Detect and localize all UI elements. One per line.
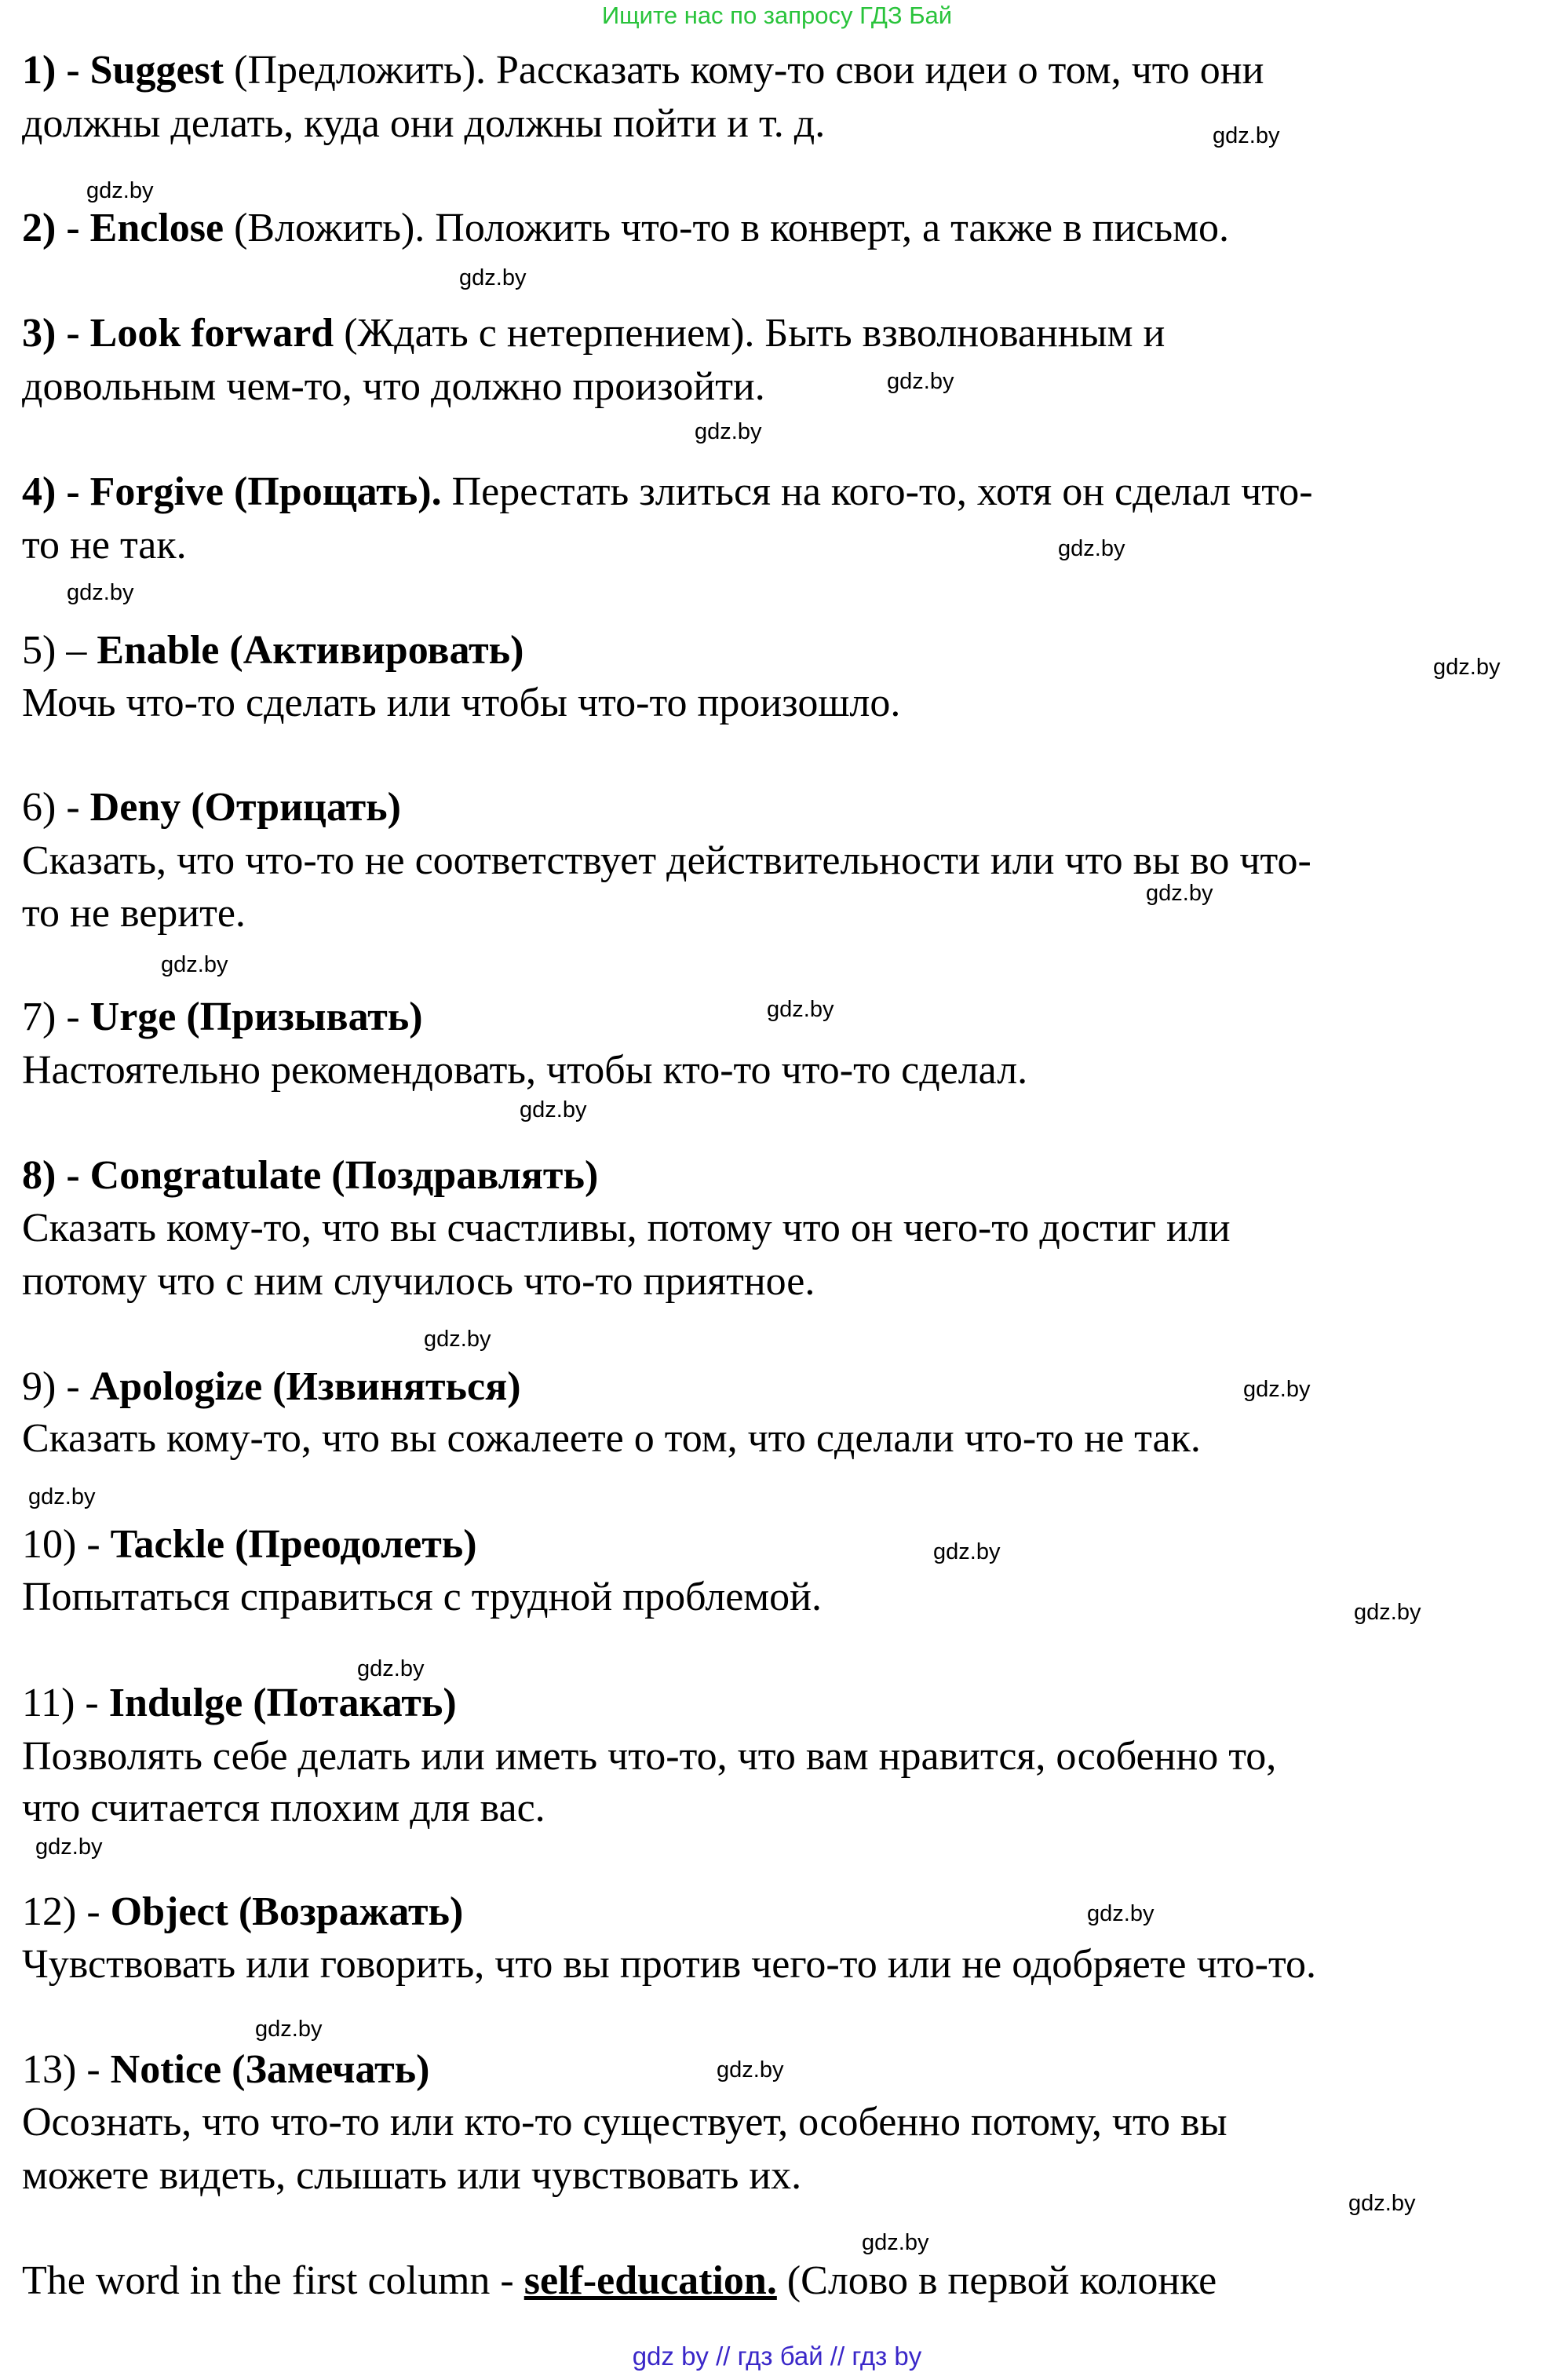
entry-13-definition-cont: можете видеть, слышать или чувствовать их.: [22, 2153, 802, 2198]
entry-6-heading: 6) - Deny (Отрицать): [22, 785, 401, 830]
entry-11-definition: Позволять себе делать или иметь что-то, что вам нравится, особенно то,: [22, 1734, 1277, 1779]
watermark: gdz.by: [86, 178, 154, 203]
entry-5-heading: 5) – Enable (Активировать): [22, 628, 524, 673]
watermark: gdz.by: [35, 1834, 103, 1860]
entry-10-definition: Попытаться справиться с трудной проблемой.: [22, 1575, 823, 1619]
entry-11-definition-cont: что считается плохим для вас.: [22, 1786, 545, 1831]
watermark: gdz.by: [28, 1484, 96, 1509]
entry-3-definition: довольным чем-то, что должно произойти.: [22, 364, 765, 409]
watermark: gdz.by: [887, 369, 954, 394]
watermark: gdz.by: [767, 997, 834, 1022]
watermark: gdz.by: [1354, 1600, 1421, 1625]
watermark: gdz.by: [933, 1539, 1001, 1564]
entry-7-definition: Настоятельно рекомендовать, чтобы кто-то что-то сделал.: [22, 1048, 1028, 1093]
watermark: gdz.by: [1433, 655, 1501, 680]
entry-13-heading: 13) - Notice (Замечать): [22, 2047, 430, 2092]
entry-6-definition-cont: то не верите.: [22, 891, 246, 936]
watermark: gdz.by: [1243, 1377, 1311, 1402]
page-header: Ищите нас по запросу ГДЗ Бай: [601, 2, 953, 29]
answer-keyword: self-education.: [523, 2258, 777, 2303]
watermark: gdz.by: [862, 2230, 929, 2255]
entry-1-heading: 1) - Suggest (Предложить). Рассказать кому-то свои идеи о том, что они: [22, 48, 1264, 93]
watermark: gdz.by: [1348, 2191, 1416, 2216]
entry-4-heading: 4) - Forgive (Прощать). Перестать злиться на кого-то, хотя он сделал что-: [22, 469, 1313, 514]
watermark: gdz.by: [1058, 536, 1125, 561]
watermark: gdz.by: [1087, 1901, 1155, 1926]
entry-6-definition: Сказать, что что-то не соответствует действительности или что вы во что-: [22, 838, 1311, 883]
watermark: gdz.by: [695, 419, 762, 444]
page-footer: gdz by // гдз бай // гдз by: [632, 2342, 922, 2371]
first-column-answer: The word in the first column - self-education. (Слово в первой колонке: [22, 2258, 1217, 2303]
watermark: gdz.by: [357, 1656, 425, 1681]
entry-1-definition: должны делать, куда они должны пойти и т. д.: [22, 101, 826, 146]
entry-13-definition: Осознать, что что-то или кто-то существует, особенно потому, что вы: [22, 2100, 1228, 2145]
entry-8-definition-cont: потому что с ним случилось что-то приятное.: [22, 1259, 815, 1304]
entry-12-heading: 12) - Object (Возражать): [22, 1889, 464, 1934]
entry-4-definition: то не так.: [22, 523, 187, 568]
watermark: gdz.by: [67, 580, 134, 605]
entry-10-heading: 10) - Tackle (Преодолеть): [22, 1522, 477, 1567]
watermark: gdz.by: [161, 952, 228, 977]
entry-9-definition: Сказать кому-то, что вы сожалеете о том, что сделали что-то не так.: [22, 1416, 1201, 1461]
entry-8-heading: 8) - Congratulate (Поздравлять): [22, 1153, 599, 1198]
watermark: gdz.by: [1146, 881, 1213, 906]
watermark: gdz.by: [459, 265, 527, 290]
watermark: gdz.by: [1213, 123, 1280, 148]
entry-8-definition: Сказать кому-то, что вы счастливы, потому что он чего-то достиг или: [22, 1206, 1231, 1250]
entry-2-heading: 2) - Enclose (Вложить). Положить что-то в конверт, а также в письмо.: [22, 206, 1230, 250]
entry-7-heading: 7) - Urge (Призывать): [22, 995, 423, 1039]
watermark: gdz.by: [255, 2017, 323, 2042]
watermark: gdz.by: [717, 2057, 784, 2082]
watermark: gdz.by: [520, 1097, 587, 1122]
entry-3-heading: 3) - Look forward (Ждать с нетерпением). Быть взволнованным и: [22, 311, 1166, 356]
entry-5-definition: Мочь что-то сделать или чтобы что-то произошло.: [22, 681, 901, 725]
entry-11-heading: 11) - Indulge (Потакать): [22, 1681, 457, 1725]
entry-9-heading: 9) - Apologize (Извиняться): [22, 1364, 521, 1409]
watermark: gdz.by: [424, 1327, 491, 1352]
entry-12-definition: Чувствовать или говорить, что вы против чего-то или не одобряете что-то.: [22, 1942, 1317, 1987]
